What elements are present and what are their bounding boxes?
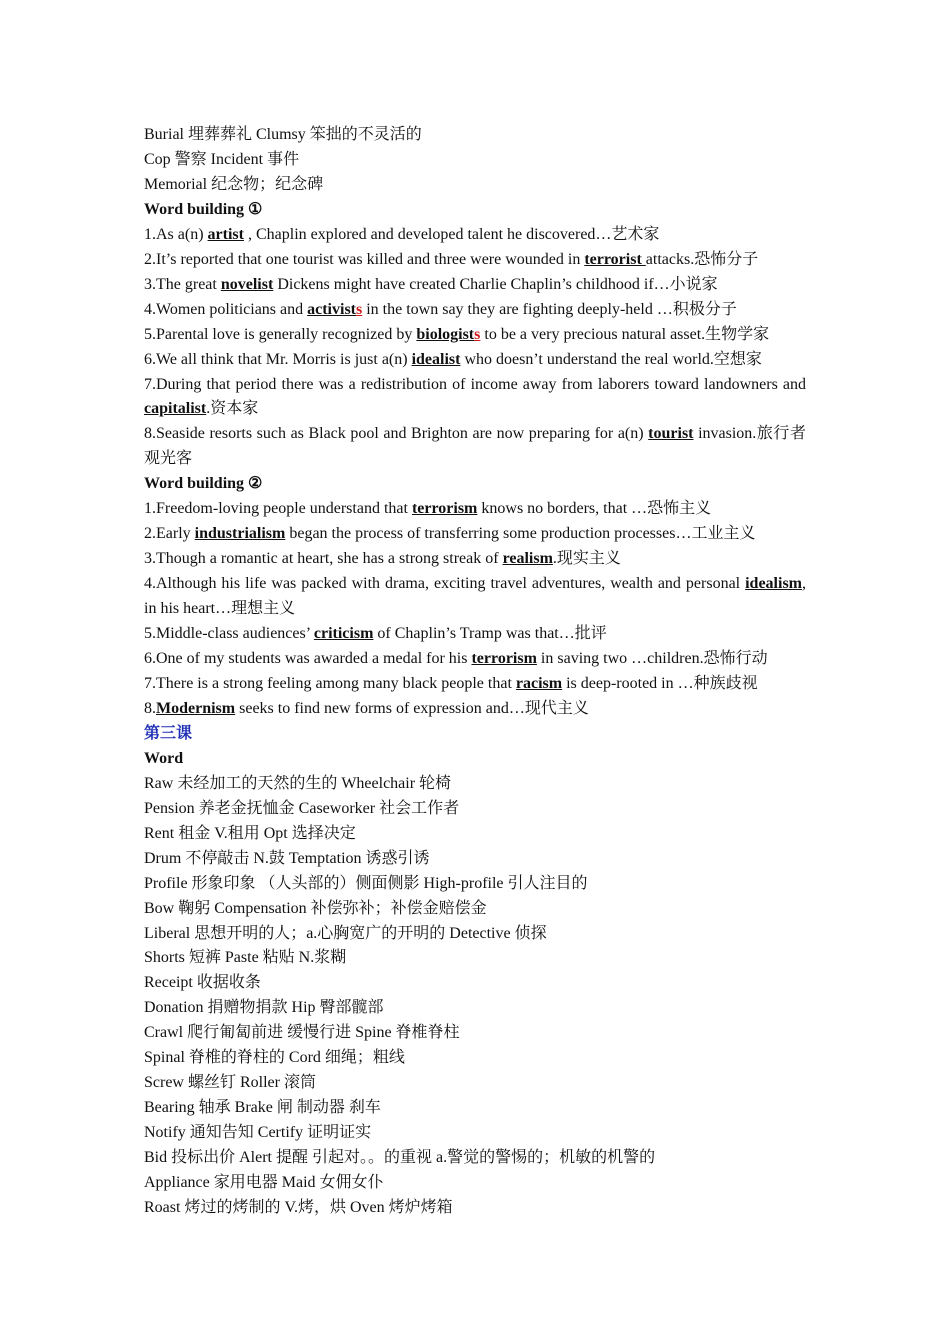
lesson-title: 第三课	[144, 724, 193, 742]
sentence-text: 8.Seaside resorts such as Black pool and Brighton are now preparing for a(n)	[144, 425, 649, 443]
vocab-line: Receipt 收据收条	[144, 974, 261, 992]
keyword: Modernism	[156, 699, 236, 717]
sentence-text: 7.There is a strong feeling among many black people that	[144, 674, 516, 692]
keyword: realism	[502, 550, 553, 568]
sentence-item	[144, 373, 806, 423]
sentence-text: .现实主义	[552, 550, 621, 568]
sentence-item	[144, 298, 806, 323]
sentence-text: 3.The great	[144, 275, 221, 293]
keyword: industrialism	[194, 525, 286, 543]
sentence-item	[144, 672, 806, 697]
vocab-line: Bow 鞠躬 Compensation 补偿弥补；补偿金赔偿金	[144, 899, 487, 917]
sentence-text: 3.Though a romantic at heart, she has a strong streak of	[144, 550, 503, 568]
sentence-item	[144, 223, 806, 248]
sentence-text: began the process of transferring some production processes…工业主义	[285, 525, 756, 543]
sentence-text: in the town say they are fighting deeply-held …积极分子	[362, 300, 737, 318]
sentence-text: attacks.恐怖分子	[645, 250, 759, 268]
sentence-text: Dickens might have created Charlie Chaplin’s childhood if…小说家	[273, 275, 718, 293]
vocab-line: Bearing 轴承 Brake 闸 制动器 刹车	[144, 1099, 381, 1117]
keyword: idealist	[411, 350, 461, 368]
keyword: novelist	[220, 275, 274, 293]
sentence-item	[144, 522, 806, 547]
keyword: racism	[515, 674, 563, 692]
sentence-item	[144, 572, 806, 622]
vocab-line: Spinal 脊椎的脊柱的 Cord 细绳；粗线	[144, 1049, 405, 1067]
vocab-line: Memorial 纪念物；纪念碑	[144, 175, 324, 193]
vocab-line: Pension 养老金抚恤金 Caseworker 社会工作者	[144, 799, 460, 817]
vocab-line: Donation 捐赠物捐款 Hip 臀部髋部	[144, 999, 384, 1017]
sentence-text: in saving two …children.恐怖行动	[536, 650, 768, 668]
sentence-item	[144, 422, 806, 472]
keyword: tourist	[648, 425, 694, 443]
keyword-suffix: s	[474, 325, 481, 343]
sentence-text: 4.Although his life was packed with drama, exciting travel adventures, wealth and personal	[144, 575, 746, 593]
sentence-text: seeks to find new forms of expression and…现代主义	[235, 699, 589, 717]
vocab-line: Rent 租金 V.租用 Opt 选择决定	[144, 824, 356, 842]
sentence-item	[144, 273, 806, 298]
keyword: terrorism	[471, 650, 537, 668]
sentence-item	[144, 497, 806, 522]
vocab-line: Cop 警察 Incident 事件	[144, 150, 300, 168]
sentence-text: 7.During that period there was a redistribution of income away from laborers toward landowners and	[144, 375, 806, 393]
sentence-text: 8.	[144, 699, 156, 717]
vocab-line: Bid 投标出价 Alert 提醒 引起对。。的重视 a.警觉的警惕的；机敏的机警的	[144, 1149, 656, 1167]
sentence-text: 6.One of my students was awarded a medal for his	[144, 650, 472, 668]
sentence-text: 5.Middle-class audiences’	[144, 625, 314, 643]
sentence-text: 5.Parental love is generally recognized by	[144, 325, 417, 343]
keyword: terrorist	[584, 250, 646, 268]
keyword-suffix: s	[356, 300, 363, 318]
sentence-item	[144, 323, 806, 348]
section-heading-word-building-1: Word building ①	[144, 200, 263, 218]
vocab-line: Appliance 家用电器 Maid 女佣女仆	[144, 1174, 384, 1192]
sentence-text: of Chaplin’s Tramp was that…批评	[373, 625, 607, 643]
sentence-text: who doesn’t understand the real world.空想家	[460, 350, 762, 368]
vocab-line: Burial 埋葬葬礼 Clumsy 笨拙的不灵活的	[144, 126, 422, 143]
keyword: terrorism	[411, 500, 478, 518]
sentence-text: 6.We all think that Mr. Morris is just a(n)	[144, 350, 412, 368]
vocab-line: Screw 螺丝钉 Roller 滚筒	[144, 1074, 316, 1092]
vocab-line: Profile 形象印象 （人头部的）侧面侧影 High-profile 引人注目的	[144, 874, 588, 892]
keyword: criticism	[313, 625, 374, 643]
sentence-item	[144, 547, 806, 572]
sentence-item	[144, 348, 806, 373]
keyword: biologist	[416, 325, 475, 343]
vocab-line: Notify 通知告知 Certify 证明证实	[144, 1124, 372, 1142]
sentence-text: 2.Early	[144, 525, 195, 543]
section-heading-word: Word	[144, 749, 184, 767]
vocab-line: Shorts 短裤 Paste 粘贴 N.浆糊	[144, 949, 347, 967]
sentence-text: , Chaplin explored and developed talent he discovered…艺术家	[243, 225, 660, 243]
keyword: capitalist	[144, 400, 207, 418]
sentence-text: 1.As a(n)	[144, 225, 208, 243]
vocab-line: Drum 不停敲击 N.鼓 Temptation 诱惑引诱	[144, 849, 430, 867]
sentence-text: invasion.旅行者观光客	[144, 425, 806, 468]
keyword: activist	[307, 300, 356, 318]
sentence-text: 2.It’s reported that one tourist was killed and three were wounded in	[144, 250, 585, 268]
vocab-line: Crawl 爬行匍匐前进 缓慢行进 Spine 脊椎脊柱	[144, 1024, 460, 1042]
vocab-line: Raw 未经加工的天然的生的 Wheelchair 轮椅	[144, 774, 452, 792]
sentence-text: is deep-rooted in …种族歧视	[562, 674, 758, 692]
keyword: artist	[207, 225, 244, 243]
keyword: idealism	[745, 575, 802, 593]
sentence-text: 1.Freedom-loving people understand that	[144, 500, 412, 518]
section-heading-word-building-2: Word building ②	[144, 475, 263, 493]
sentence-text: to be a very precious natural asset.生物学家	[480, 325, 770, 343]
sentence-text: 4.Women politicians and	[144, 300, 308, 318]
vocab-line: Liberal 思想开明的人；a.心胸宽广的开明的 Detective 侦探	[144, 924, 547, 942]
sentence-item	[144, 647, 806, 672]
vocab-line: Roast 烤过的烤制的 V.烤，烘 Oven 烤炉烤箱	[144, 1198, 453, 1216]
sentence-text: .资本家	[206, 400, 259, 418]
sentence-text: knows no borders, that …恐怖主义	[477, 500, 712, 518]
sentence-item	[144, 622, 806, 647]
sentence-text: , in his heart…理想主义	[144, 575, 806, 618]
sentence-item	[144, 697, 806, 722]
sentence-item	[144, 248, 806, 273]
